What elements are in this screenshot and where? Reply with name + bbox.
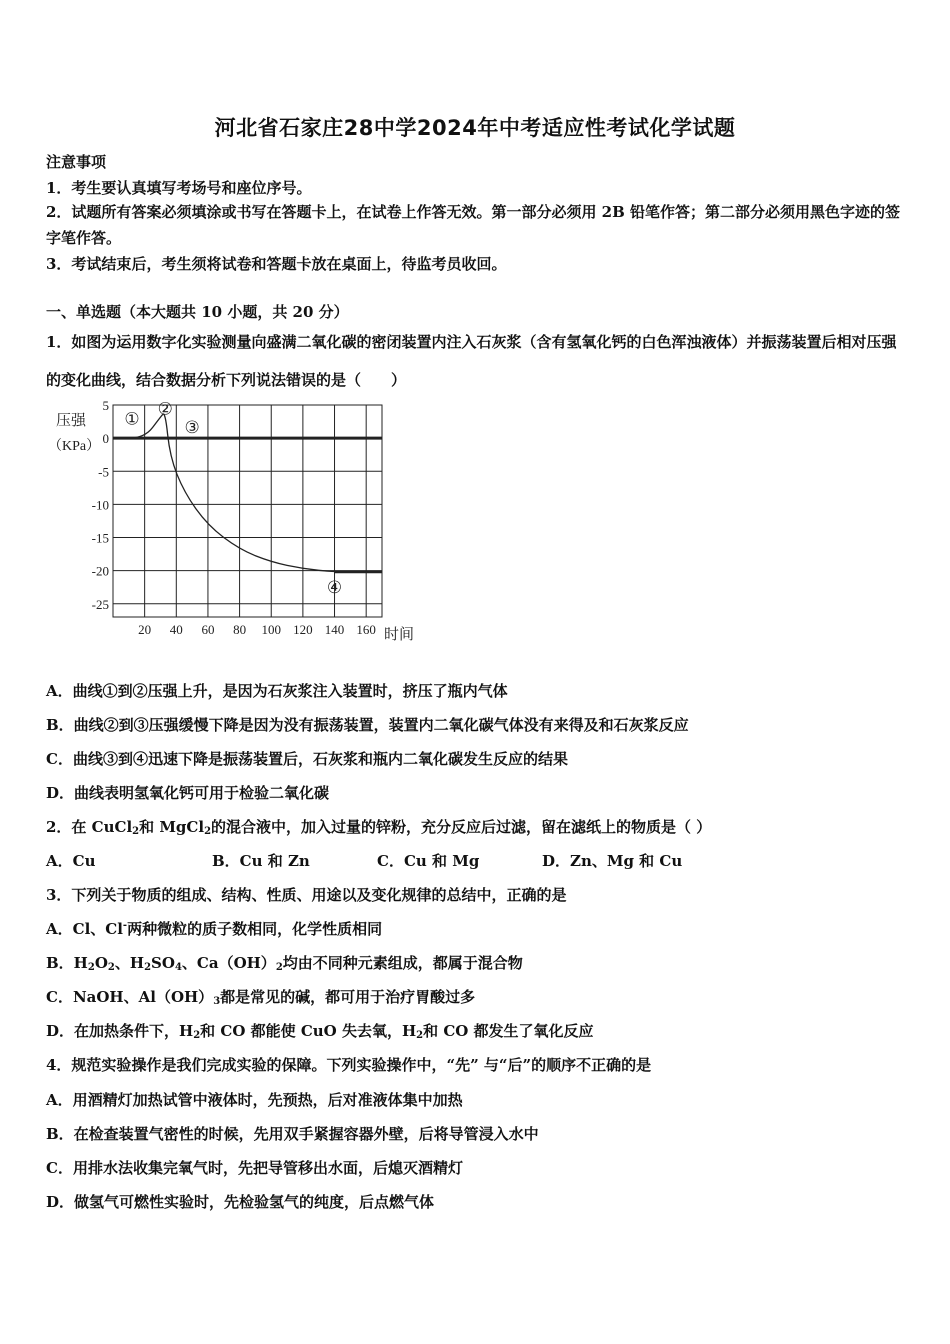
x-tick-label: 140 (324, 622, 345, 637)
y-tick-label: 5 (102, 398, 109, 413)
q4-option-b: B．在检查装置气密性的时候，先用双手紧握容器外壁，后将导管浸入水中 (46, 1125, 539, 1143)
y-tick-label: -25 (91, 596, 109, 612)
pressure-chart (40, 395, 420, 645)
page-title: 河北省石家庄28中学2024年中考适应性考试化学试题 (214, 116, 736, 140)
x-axis-title: 时间 (384, 627, 415, 643)
q3-option-d: D．在加热条件下，$H_2$和 CO 都能使 CuO 失去氧，$H_2$和 CO 都发生了氧化反应 (46, 1022, 594, 1041)
y-tick-label: -5 (98, 464, 109, 480)
y-tick-label: -15 (91, 530, 109, 546)
x-tick-label: 160 (356, 622, 376, 637)
x-tick-label: 80 (233, 622, 247, 637)
q3-option-b: B．$H_2O_2$、$H_2SO_4$、$Ca(OH)_2$均由不同种元素组成，都属于混合物 (46, 954, 523, 973)
q2-option-d: D．Zn、Mg 和 Cu (542, 852, 683, 870)
q4-stem: 4．规范实验操作是我们完成实验的保障。下列实验操作中，“先” 与“后”的顺序不正确的是 (46, 1056, 652, 1074)
y-tick-label: -20 (91, 563, 109, 579)
q3-option-a: A．Cl、Cl-两种微粒的质子数相同，化学性质相同 (46, 920, 383, 938)
curve-point-marker: ④ (326, 578, 343, 598)
notice-heading: 注意事项 (46, 153, 107, 171)
curve-point-marker: ① (124, 409, 140, 429)
q4-option-d: D．做氢气可燃性实验时，先检验氢气的纯度，后点燃气体 (46, 1193, 435, 1211)
q1-stem: 1．如图为运用数字化实验测量向盛满二氧化碳的密闭装置内注入石灰浆（含有氢氧化钙的白色浑浊液体）并振荡装置后相对压强的变化曲线，结合数据分析下列说法错误的是（ ） (46, 333, 897, 389)
q2-stem: 2．在 CuCl$_2$和 MgCl$_2$的混合液中，加入过量的锌粉，充分反应后过滤，留在滤纸上的物质是（ ） (46, 818, 712, 837)
q1-option-a: A．曲线①到②压强上升，是因为石灰浆注入装置时，挤压了瓶内气体 (46, 682, 508, 700)
q2-option-b: B．Cu 和 Zn (212, 852, 310, 870)
q3-option-c: C．NaOH、$Al(OH)_3$都是常见的碱，都可用于治疗胃酸过多 (46, 988, 476, 1007)
q2-option-c: C．Cu 和 Mg (377, 852, 480, 870)
x-tick-label: 40 (169, 622, 183, 637)
curve-point-marker: ③ (184, 417, 200, 437)
notice-item-1: 1．考生要认真填写考场号和座位序号。 (46, 179, 312, 197)
y-tick-label: -10 (91, 497, 109, 513)
section-heading: 一、单选题（本大题共 10 小题，共 20 分） (46, 303, 349, 321)
q3-stem: 3．下列关于物质的组成、结构、性质、用途以及变化规律的总结中，正确的是 (46, 886, 567, 904)
x-tick-label: 60 (201, 622, 215, 637)
y-tick-label: 0 (102, 431, 109, 447)
q1-option-b: B．曲线②到③压强缓慢下降是因为没有振荡装置，装置内二氧化碳气体没有来得及和石灰浆反应 (46, 716, 689, 734)
pressure-chart-svg (40, 395, 420, 645)
q1-option-d: D．曲线表明氢氧化钙可用于检验二氧化碳 (46, 784, 330, 802)
y-axis-title: 压强 (56, 413, 87, 429)
curve-point-marker: ② (157, 399, 173, 419)
y-axis-unit: （KPa） (48, 439, 101, 454)
x-tick-label: 100 (261, 622, 281, 637)
notice-item-2: 2．试题所有答案必须填涂或书写在答题卡上，在试卷上作答无效。第一部分必须用 2B 铅笔作答；第二部分必须用黑色字迹的签字笔作答。 (46, 203, 901, 247)
q2-option-a: A．Cu (46, 852, 96, 870)
q4-option-c: C．用排水法收集完氧气时，先把导管移出水面，后熄灭酒精灯 (46, 1159, 463, 1177)
notice-item-3: 3．考试结束后，考生须将试卷和答题卡放在桌面上，待监考员收回。 (46, 255, 507, 273)
x-tick-label: 120 (293, 622, 313, 637)
q4-option-a: A．用酒精灯加热试管中液体时，先预热，后对准液体集中加热 (46, 1091, 463, 1109)
q1-option-c: C．曲线③到④迅速下降是振荡装置后，石灰浆和瓶内二氧化碳发生反应的结果 (46, 750, 568, 768)
x-tick-label: 20 (138, 622, 152, 637)
